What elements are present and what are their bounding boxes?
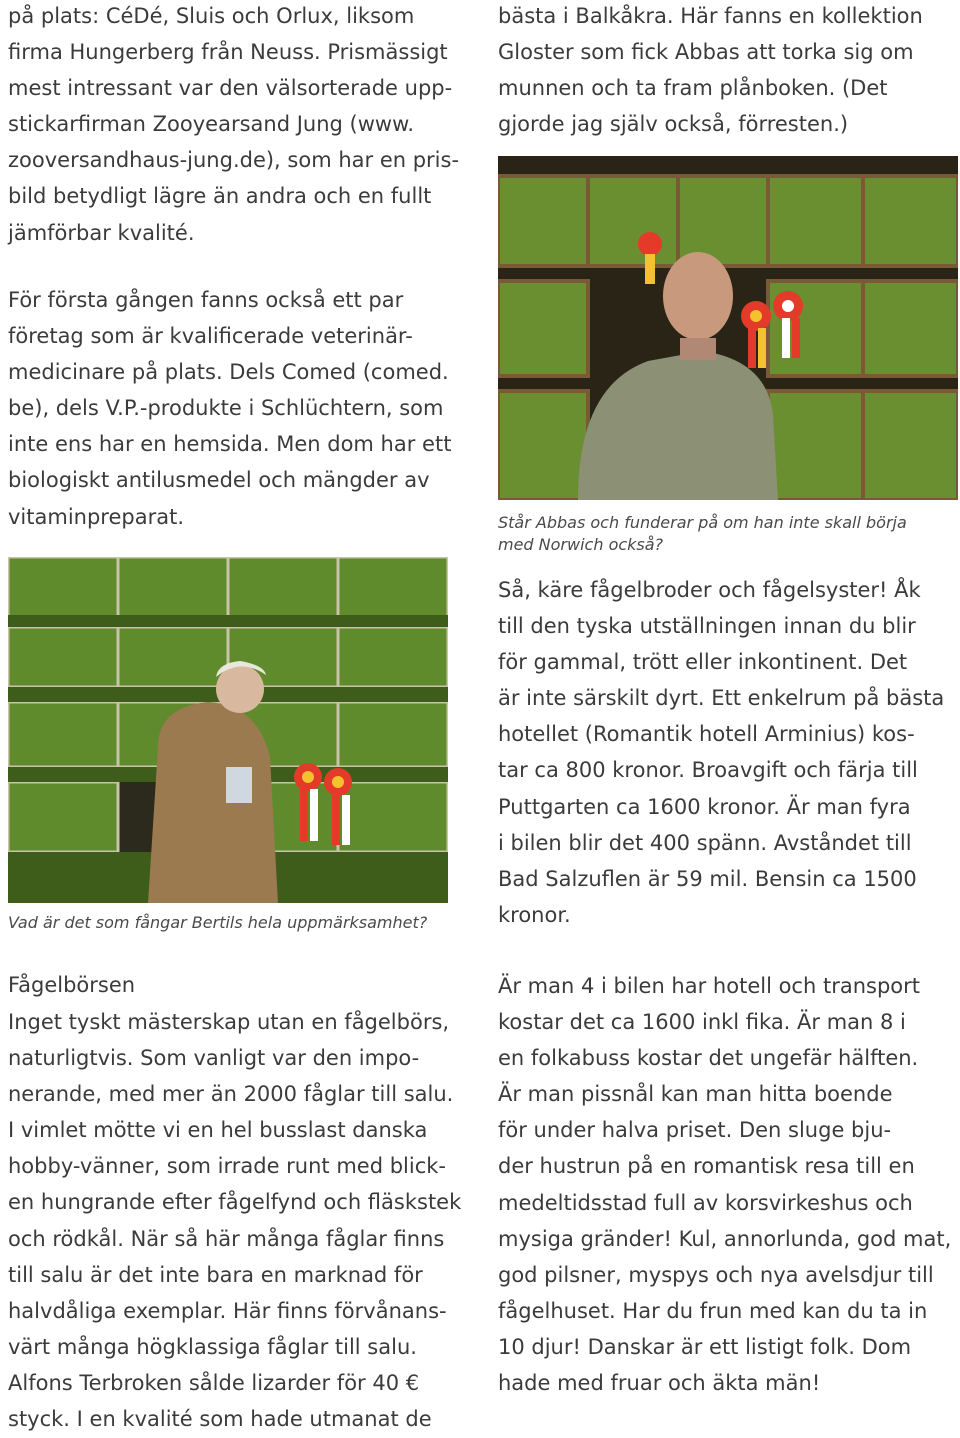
text-line: jämförbar kvalité.: [8, 220, 195, 245]
text-line: gjorde jag själv också, förresten.): [498, 112, 849, 137]
text-line: för gammal, trött eller inkontinent. Det: [498, 650, 908, 675]
photo-bertil: [8, 557, 448, 903]
photo-abbas: [498, 156, 958, 500]
photo-abbas-illustration: [498, 156, 958, 500]
text-line: god pilsner, myspys och nya avelsdjur till: [498, 1262, 934, 1287]
text-line: firma Hungerberg från Neuss. Prismässigt: [8, 40, 448, 65]
text-line: kostar det ca 1600 inkl fika. Är man 8 i: [498, 1010, 906, 1035]
text-line: Alfons Terbroken sålde lizarder för 40 €: [8, 1370, 420, 1395]
text-line: tar ca 800 kronor. Broavgift och färja till: [498, 758, 918, 783]
text-line: naturligtvis. Som vanligt var den impo-: [8, 1046, 420, 1071]
text-line: med Norwich också?: [498, 535, 664, 554]
text-line: Så, käre fågelbroder och fågelsyster! Åk: [498, 578, 921, 602]
text-line: fågelhuset. Har du frun med kan du ta in: [498, 1298, 928, 1323]
text-line: der hustrun på en romantisk resa till en: [498, 1154, 915, 1179]
text-line: I vimlet mötte vi en hel busslast danska: [8, 1118, 428, 1143]
text-line: 10 djur! Danskar är ett listigt folk. Dom: [498, 1334, 912, 1359]
text-line: hotellet (Romantik hotell Arminius) kos-: [498, 722, 915, 747]
paragraph-suppliers: [8, 0, 459, 251]
text-line: en hungrande efter fågelfynd och fläskstek: [8, 1190, 462, 1215]
text-line: är inte särskilt dyrt. Ett enkelrum på bästa: [498, 686, 945, 711]
text-line: Står Abbas och funderar på om han inte skall börja: [498, 513, 907, 532]
text-line: mest intressant var den välsorterade upp-: [8, 76, 453, 101]
text-line: Puttgarten ca 1600 kronor. Är man fyra: [498, 794, 911, 819]
paragraph-gloster: [498, 0, 923, 142]
text-line: stickarfirman Zooyearsand Jung (www.: [8, 112, 414, 137]
caption-bertil: Vad är det som fångar Bertils hela uppmärksamhet?: [8, 913, 428, 932]
text-line: värt många högklassiga fåglar till salu.: [8, 1334, 417, 1359]
text-line: be), dels V.P.-produkte i Schlüchtern, som: [8, 396, 444, 421]
text-line: medicinare på plats. Dels Comed (comed.: [8, 360, 449, 385]
text-line: Är man 4 i bilen har hotell och transport: [498, 974, 920, 998]
text-line: bild betydligt lägre än andra och en fullt: [8, 184, 432, 209]
paragraph-veterinary: [8, 282, 451, 535]
text-line: en folkabuss kostar det ungefär hälften.: [498, 1046, 919, 1071]
paragraph-travel-advice: [498, 968, 951, 1401]
text-line: till den tyska utställningen innan du blir: [498, 614, 916, 639]
text-line: och rödkål. När så här många fåglar finns: [8, 1226, 445, 1251]
text-line: bästa i Balkåkra. Här fanns en kollektion: [498, 4, 923, 28]
photo-bertil-illustration: [8, 557, 448, 903]
text-line: medeltidsstad full av korsvirkeshus och: [498, 1190, 913, 1215]
text-line: för under halva priset. Den sluge bju-: [498, 1118, 892, 1143]
caption-abbas: [498, 512, 907, 556]
text-line: Gloster som fick Abbas att torka sig om: [498, 40, 914, 65]
text-line: Inget tyskt mästerskap utan en fågelbörs,: [8, 1010, 450, 1034]
text-line: i bilen blir det 400 spänn. Avståndet till: [498, 830, 912, 855]
text-line: kronor.: [498, 902, 571, 927]
text-line: zooversandhaus-jung.de), som har en pris-: [8, 148, 460, 173]
text-line: Är man pissnål kan man hitta boende: [498, 1082, 893, 1107]
paragraph-trip-costs: [498, 572, 944, 933]
text-line: styck. I en kvalité som hade utmanat de: [8, 1407, 432, 1432]
text-line: För första gången fanns också ett par: [8, 288, 404, 312]
text-line: biologiskt antilusmedel och mängder av: [8, 468, 430, 493]
text-line: hade med fruar och äkta män!: [498, 1371, 821, 1396]
text-line: nerande, med mer än 2000 fåglar till salu.: [8, 1082, 454, 1107]
text-line: Bad Salzuflen är 59 mil. Bensin ca 1500: [498, 866, 917, 891]
section-heading-fagelborsen: Fågelbörsen: [8, 973, 136, 997]
text-line: munnen och ta fram plånboken. (Det: [498, 76, 888, 101]
text-line: till salu är det inte bara en marknad för: [8, 1262, 423, 1287]
text-line: halvdåliga exemplar. Här finns förvånans-: [8, 1298, 447, 1323]
text-line: vitaminpreparat.: [8, 504, 184, 529]
text-line: på plats: CéDé, Sluis och Orlux, liksom: [8, 4, 415, 28]
text-line: mysiga gränder! Kul, annorlunda, god mat,: [498, 1226, 952, 1251]
text-line: inte ens har en hemsida. Men dom har ett: [8, 432, 452, 457]
text-line: företag som är kvalificerade veterinär-: [8, 324, 413, 349]
text-line: hobby-vänner, som irrade runt med blick-: [8, 1154, 446, 1179]
paragraph-bird-market: [8, 1004, 461, 1437]
